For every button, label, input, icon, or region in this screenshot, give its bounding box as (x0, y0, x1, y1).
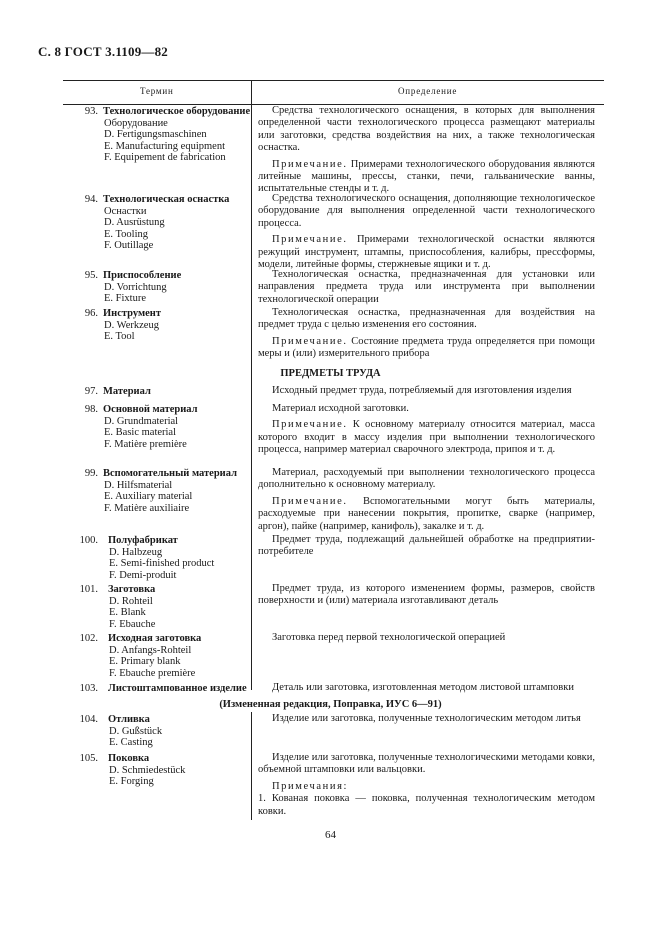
note-label: Примечание. (272, 234, 348, 246)
entry-definition (258, 583, 595, 612)
definition-note: Примечание. Примерами технологической оснастки являются режущий инструмент, штампы, приспособления, калибры, прессформы, модели, литейные формы, стержневые ящики и т. д. (258, 234, 595, 271)
definition-text: Деталь или заготовка, изготовленная методом листовой штамповки (272, 682, 574, 693)
term-synonym: E. Forging (109, 776, 154, 788)
entry-term (108, 535, 214, 581)
term-synonym: E. Auxiliary material (104, 491, 193, 503)
entry-definition (258, 752, 595, 822)
entry-number: 94. (84, 194, 98, 205)
entry-definition (258, 467, 595, 537)
term-synonym: E. Manufacturing equipment (104, 140, 226, 152)
entry-number: 97. (84, 386, 98, 397)
entry-term (103, 194, 229, 252)
definition-text: Исходный предмет труда, потребляемый для изготовления изделия (272, 385, 572, 396)
entry-definition (258, 403, 595, 461)
note-label: Примечание. (272, 335, 348, 347)
entry-term (108, 683, 247, 695)
entry-number: 103. (79, 683, 98, 694)
term-title: Инструмент (103, 308, 161, 319)
definition-text: Средства технологического оснащения, в которых для выполнения определенной части технологического процесса размещают материалы или заготовки, средства воздействия на них, а также технологическая оснастка. (258, 105, 595, 154)
entry-definition (258, 193, 595, 275)
definition-text: Средства технологического оснащения, дополняющие технологическое оборудование для выполнения определенной части технологического процесса. (258, 193, 595, 229)
term-title: Отливка (108, 714, 150, 725)
term-synonym: D. Fertigungsmaschinen (104, 129, 207, 141)
column-divider (251, 80, 252, 690)
term-synonym: E. Casting (109, 737, 153, 749)
definition-text: Изделие или заготовка, полученные технологическим методом литья (272, 713, 581, 724)
term-title: Приспособление (103, 270, 182, 281)
entry-term (103, 106, 250, 164)
column-header-term: Термин (140, 86, 174, 96)
entry-term (108, 584, 155, 630)
entry-term (108, 633, 201, 679)
term-synonym: D. Rohteil (109, 595, 153, 607)
term-synonym: Оснастки (104, 205, 147, 217)
note-label: Примечание. (272, 419, 348, 431)
term-synonym: F. Outillage (104, 240, 154, 252)
term-synonym: E. Semi-finished product (109, 558, 215, 570)
note-label: Примечание. (272, 158, 348, 170)
definition-text: Материал исходной заготовки. (272, 403, 409, 414)
term-title: Вспомогательный материал (103, 468, 237, 479)
entry-number: 95. (84, 270, 98, 281)
entry-number: 101. (79, 584, 98, 595)
term-synonym: E. Fixture (104, 293, 146, 305)
definition-note: Примечание. Состояние предмета труда определяется при помощи меры и (или) измерительного прибора (258, 335, 595, 360)
term-synonym: E. Basic material (104, 427, 177, 439)
entry-definition (258, 105, 595, 200)
term-synonym: F. Ebauche première (109, 667, 196, 679)
entry-term (103, 270, 181, 305)
term-title: Исходная заготовка (108, 633, 202, 644)
page-number: 64 (325, 829, 336, 841)
entry-term (103, 404, 198, 450)
term-title: Полуфабрикат (108, 535, 178, 546)
entry-number: 105. (79, 753, 98, 764)
definition-text: Технологическая оснастка, предназначенная для воздействия на предмет труда с целью изменения его состояния. (258, 307, 595, 331)
column-divider-lower (251, 712, 252, 820)
definition-text: Предмет труда, подлежащий дальнейшей обработке на предприятии-потребителе (258, 534, 595, 558)
term-title: Технологическое оборудование (103, 106, 251, 117)
entry-term (103, 308, 161, 343)
term-synonym: D. Hilfsmaterial (104, 479, 173, 491)
term-synonym: Оборудование (104, 117, 168, 129)
definition-text: Изделие или заготовка, полученные технологическими методами ковки, объемной штамповки или вальцовки. (258, 752, 595, 776)
term-synonym: F. Matière première (104, 438, 187, 450)
entry-number: 104. (79, 714, 98, 725)
entry-number: 96. (84, 308, 98, 319)
term-synonym: F. Matière auxiliaire (104, 502, 190, 514)
term-synonym: E. Blank (109, 607, 146, 619)
entry-term (108, 714, 162, 749)
entry-definition (258, 534, 595, 563)
entry-number: 100. (79, 535, 98, 546)
term-synonym: D. Halbzeug (109, 546, 163, 558)
term-title: Листоштампованное изделие (108, 683, 247, 694)
term-synonym: D. Werkzeug (104, 319, 159, 331)
section-heading: ПРЕДМЕТЫ ТРУДА (280, 368, 381, 379)
term-synonym: F. Demi-produit (109, 569, 177, 581)
term-synonym: E. Tool (104, 331, 135, 343)
term-synonym: D. Vorrichtung (104, 281, 167, 293)
term-synonym: E. Tooling (104, 228, 148, 240)
term-title: Основной материал (103, 404, 198, 415)
entry-term (108, 753, 185, 788)
definition-note: Примечание. К основному материалу относится материал, масса которого входит в массу изделия при выполнении технологического процесса, например материал сварочного электрода, припоя и т. д. (258, 419, 595, 456)
page-header: С. 8 ГОСТ 3.1109—82 (38, 44, 168, 59)
entry-number: 99. (84, 468, 98, 479)
term-synonym: D. Anfangs-Rohteil (109, 644, 192, 656)
definition-note: Примечание. Примерами технологического оборудования являются литейные машины, прессы, станки, печи, гальванические ванны, испытательные стенды и т. д. (258, 158, 595, 195)
entry-term (103, 386, 151, 398)
note-label: Примечания: (272, 780, 349, 792)
term-title: Материал (103, 386, 151, 397)
amendment-note: (Измененная редакция, Поправка, ИУС 6—91) (219, 699, 442, 710)
note-label: Примечание. (272, 495, 348, 507)
entry-definition (258, 682, 595, 698)
entry-term (103, 468, 237, 514)
term-synonym: D. Ausrüstung (104, 217, 165, 229)
definition-note: Примечания: 1. Кованая поковка — поковка, полученная технологическим методом ковки. (258, 780, 595, 817)
definition-note: Примечание. Вспомогательными могут быть материалы, расходуемые при нанесении покрытия, пропитке, сварке (например, аргон), пайке (например, канифоль), закалке и т. д. (258, 495, 595, 532)
entry-definition (258, 385, 595, 401)
table-top-rule (63, 80, 604, 81)
term-synonym: D. Gußstück (109, 725, 163, 737)
term-title: Поковка (108, 753, 150, 764)
entry-definition (258, 713, 595, 729)
entry-number: 102. (79, 633, 98, 644)
definition-text: Технологическая оснастка, предназначенная для установки или направления предмета труда или инструмента при выполнении технологической операции (258, 269, 595, 305)
entry-definition (258, 632, 595, 648)
definition-text: Предмет труда, из которого изменением формы, размеров, свойств поверхности и (или) материала изготавливают деталь (258, 583, 595, 607)
term-synonym: F. Equipement de fabrication (104, 152, 226, 164)
term-synonym: D. Schmiedestück (109, 764, 186, 776)
term-title: Заготовка (108, 584, 156, 595)
entry-definition (258, 307, 595, 365)
definition-text: Материал, расходуемый при выполнении технологического процесса дополнительно к основному материалу. (258, 467, 595, 491)
definition-text: Заготовка перед первой технологической операцией (272, 632, 506, 643)
entry-number: 98. (84, 404, 98, 415)
entry-number: 93. (84, 106, 98, 117)
term-synonym: F. Ebauche (109, 618, 156, 630)
entry-definition (258, 269, 595, 310)
term-title: Технологическая оснастка (103, 194, 230, 205)
term-synonym: D. Grundmaterial (104, 415, 179, 427)
term-synonym: E. Primary blank (109, 656, 181, 668)
column-header-definition: Определение (398, 86, 458, 96)
